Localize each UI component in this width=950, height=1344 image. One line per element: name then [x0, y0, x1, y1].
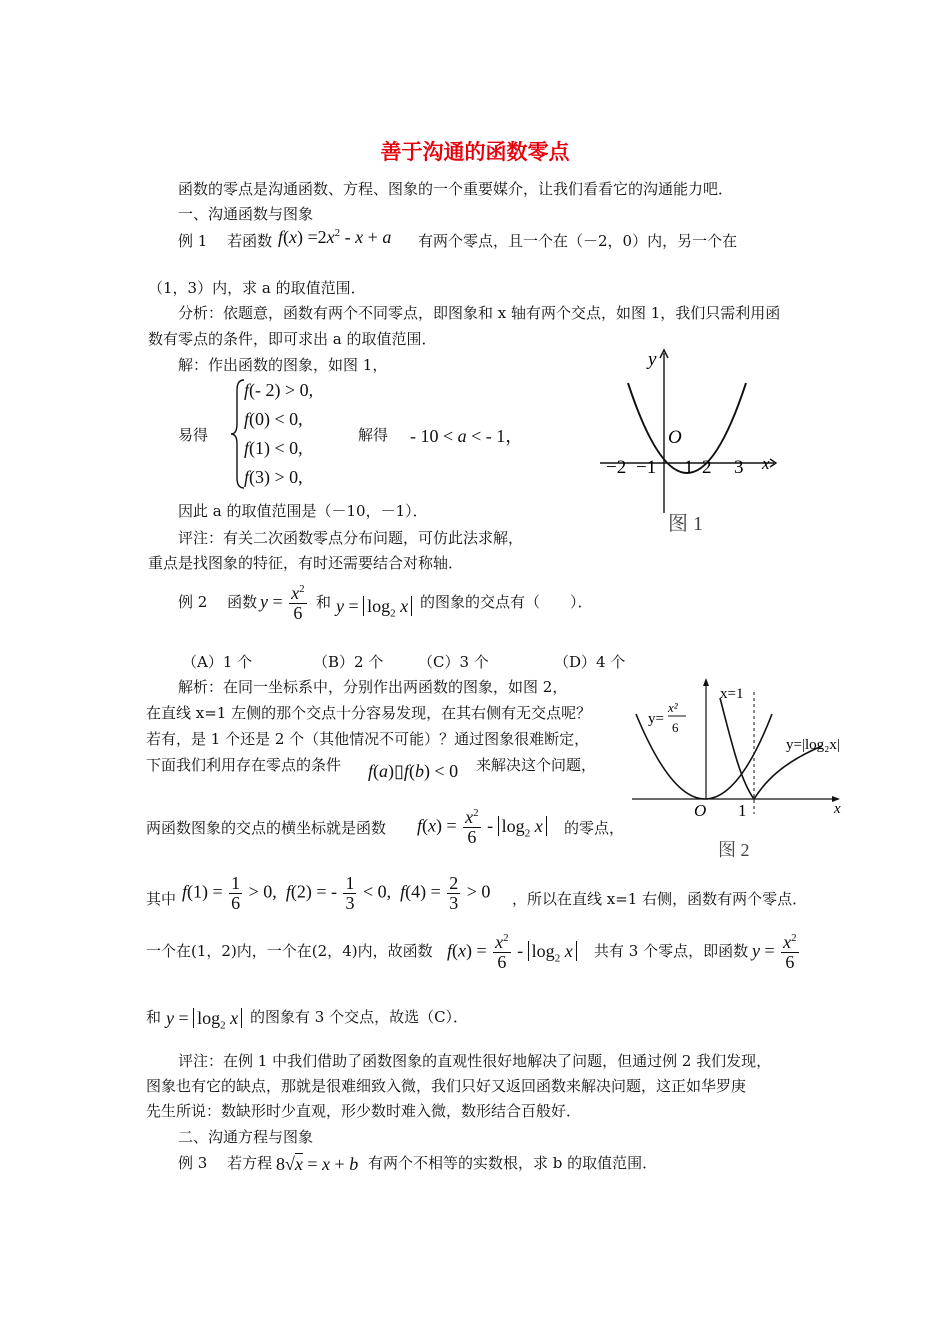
figure-2: [628, 676, 850, 866]
fig1-tick: 2: [702, 457, 712, 478]
fig1-caption: 图 1: [668, 513, 703, 535]
page-title: 善于沟通的函数零点: [380, 140, 570, 164]
example-1-line2: （1，3）内，求 a 的取值范围．: [148, 279, 366, 297]
example-2-and: 和: [316, 593, 332, 611]
section-heading-1: 一、沟通函数与图象: [178, 205, 314, 223]
comment-1-line-1: 评注：有关二次函数零点分布问题，可仿此法求解，: [178, 529, 524, 547]
section-heading-2: 二、沟通方程与图象: [178, 1128, 314, 1146]
fig2-curve2-label: y=|log₂x|: [786, 737, 840, 753]
condition-4: f(3) > 0,: [244, 467, 303, 487]
ex2-para-4a: 下面我们利用存在零点的条件: [146, 756, 342, 774]
ex2-para-1: 解析：在同一坐标系中，分别作出两函数的图象，如图 2，: [178, 678, 568, 696]
ex2-para-7b: 共有 3 个零点，即函数: [594, 942, 749, 960]
fig2-curve1-num: x²: [668, 700, 678, 715]
example-3-prefix: 例 3 若方程: [178, 1154, 273, 1172]
example-3-suffix: 有两个不相等的实数根，求 b 的取值范围．: [368, 1154, 658, 1172]
option-d: （D）4 个: [554, 653, 626, 671]
solution-line: 解：作出函数的图象，如图 1，: [178, 356, 388, 374]
fig2-curve1-label: y=: [648, 711, 664, 727]
option-b: （B）2 个: [313, 653, 384, 671]
comment-2-line-3: 先生所说：数缺形时少直观，形少数时难入微，数形结合百般好．: [146, 1102, 582, 1120]
ex2-para-8b: 的图象有 3 个交点，故选（C）．: [250, 1008, 469, 1026]
comment-2-line-1: 评注：在例 1 中我们借助了函数图象的直观性很好地解决了问题，但通过例 2 我们发现，: [178, 1052, 772, 1070]
fig1-x-label: x: [762, 454, 770, 473]
fig1-tick: −2: [606, 457, 627, 478]
conclusion-1: 因此 a 的取值范围是（－10，－1）．: [178, 502, 428, 520]
fig2-x-label: x: [834, 801, 841, 817]
example-2-suffix: 的图象的交点有（ ）．: [420, 593, 593, 611]
condition-1: f(- 2) > 0,: [244, 380, 314, 400]
fig2-curve1-den: 6: [672, 720, 679, 735]
intro-text: 函数的零点是沟通函数、方程、图象的一个重要媒介，让我们看看它的沟通能力吧．: [178, 180, 734, 198]
fig1-tick: 1: [684, 457, 694, 478]
zero-condition-formula: f(a)▯f(b) < 0: [368, 761, 459, 781]
difference-function-2: f(x) = $\frac{x^2}{6}$ - $\log_2 x$: [447, 933, 577, 972]
ex2-para-6b: ，所以在直线 x=1 右侧，函数有两个零点．: [512, 890, 808, 908]
example-2-prefix: 例 2 函数: [178, 593, 258, 611]
ex2-para-5b: 的零点，: [564, 819, 625, 837]
ex2-para-3: 若有，是 1 个还是 2 个（其他情况不可能）？通过图象很难断定，: [146, 730, 590, 748]
analysis-line-1: 分析：依题意，函数有两个不同零点，即图象和 x 轴有两个交点，如图 1，我们只需利用函: [178, 304, 781, 322]
fig2-origin: O: [694, 801, 707, 820]
example-2-func-2: $y = \log_2 x$: [336, 596, 412, 620]
function-values: f(1) = $\frac{1}{6}$ > 0, f(2) = - $\frac{1}{3}$ < 0, f(4) = $\frac{2}{3}$ > 0: [182, 873, 491, 913]
figure-1: [596, 345, 786, 540]
comment-2-line-2: 图象也有它的缺点，那就是很难细致入微，我们只好又返回函数来解决问题，这正如华罗庚: [146, 1077, 747, 1095]
condition-3: f(1) < 0,: [244, 438, 303, 458]
ex2-para-5a: 两函数图象的交点的横坐标就是函数: [146, 819, 387, 837]
fig2-line-label: x=1: [720, 686, 744, 702]
example-3-equation: 8√x = x + b: [276, 1154, 359, 1174]
ex2-para-2: 在直线 x=1 左侧的那个交点十分容易发现，在其右侧有无交点呢？: [146, 704, 592, 722]
comment-1-line-2: 重点是找图象的特征，有时还需要结合对称轴．: [148, 554, 464, 572]
ex2-para-8a: 和: [146, 1008, 162, 1026]
option-c: （C）3 个: [418, 653, 489, 671]
difference-function-1: f(x) = $\frac{x^2}{6}$ - $\log_2 x$: [417, 808, 547, 847]
fig1-origin: O: [668, 427, 682, 448]
example-1-prefix: 例 1 若函数: [178, 232, 273, 250]
analysis-line-2: 数有零点的条件，即可求出 a 的取值范围．: [148, 330, 437, 348]
example-2-func-2-repeat: $y = \log_2 x$: [166, 1008, 242, 1032]
ex2-para-7a: 一个在(1，2)内，一个在(2，4)内，故函数: [146, 942, 433, 960]
solution-range: - 10 < a < - 1，: [410, 426, 524, 446]
ex2-para-4b: 来解决这个问题，: [476, 756, 597, 774]
example-1-formula: $f(x) =2x^2 - x + a$: [278, 227, 392, 247]
ex2-para-6a: 其中: [146, 890, 177, 908]
fig2-tick-one: 1: [738, 801, 747, 820]
example-2-func-1-repeat: y = $\frac{x^2}{6}$: [752, 932, 797, 972]
fig1-tick: 3: [734, 457, 744, 478]
fig2-caption: 图 2: [718, 840, 750, 860]
example-2-func-1: y = $\frac{x^2}{6}$: [260, 583, 305, 623]
easy-label: 易得: [178, 426, 209, 444]
fig1-y-label: y: [648, 349, 657, 370]
option-a: （A）1 个: [182, 653, 253, 671]
example-1-suffix: 有两个零点，且一个在（－2，0）内，另一个在: [418, 232, 738, 250]
solved-label: 解得: [358, 426, 389, 444]
condition-2: f(0) < 0,: [244, 409, 303, 429]
fig1-tick: −1: [636, 457, 657, 478]
